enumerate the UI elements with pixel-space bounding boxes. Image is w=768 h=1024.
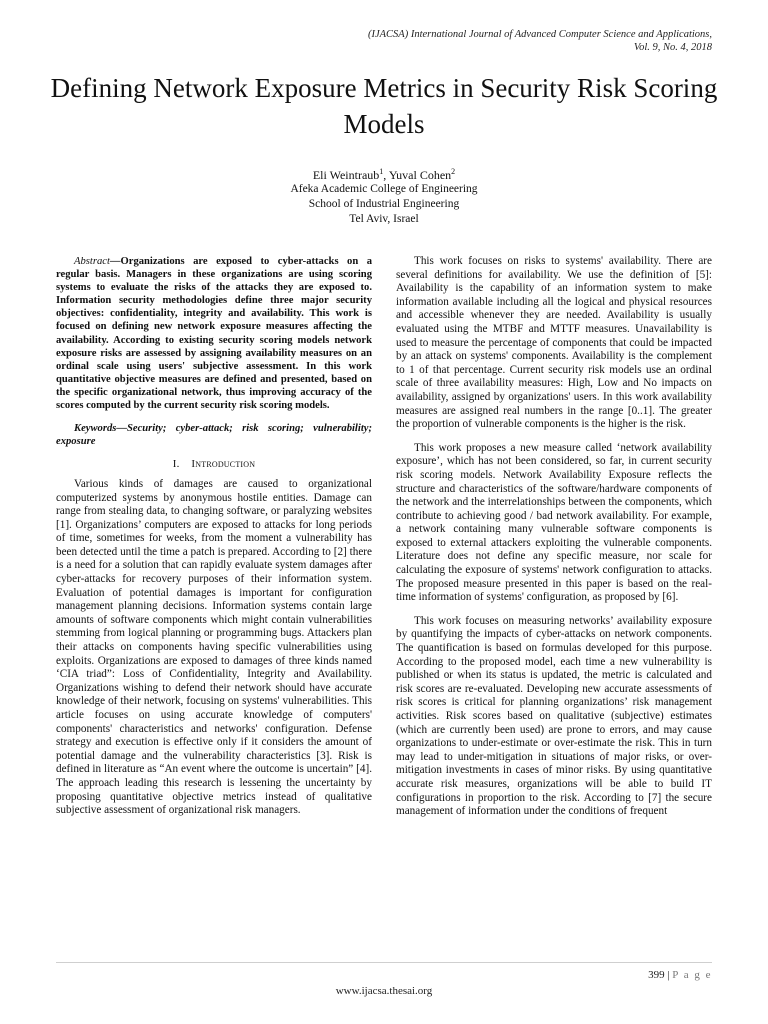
right-column (396, 255, 712, 829)
footer-divider (56, 962, 712, 963)
body-paragraph: Various kinds of damages are caused to organizational computerized systems by anonymous hostile entities. Damage can range from stealing data, to changing software, or paralyzing websites [1]. Organizations’ computers are exposed to attacks for long periods of time, sometimes for weeks, from the moment a vulnerability has been detected until the time a patch is prepared. According to [2] there is a need for a solution that can rapidly evaluate system damages after cyber-attacks for recovery purposes of their information system. Evaluation of potential damages is important for configuration management planning decisions. Information systems contain large amounts of software components which might contain vulnerabilities stemming from logical planning or programming bugs. Attackers plan their attacks on components having specific vulnerabilities using exploits. Organizations are exposed to damages of three kinds named ‘CIA triad”: Loss of Confidentiality, Integrity and Availability. Organizations wishing to defend their network should have accurate knowledge of their network, focusing on systems' vulnerabilities. This article focuses on using accurate knowledge of computers' components' characteristics and networks' configuration. Defense strategy and execution is effective only if it considers the amount of potential damage and the vulnerability characteristics [3]. Risk is defined in literature as “An event where the outcome is uncertain” [4]. The approach leading this research is lessening the uncertainty by proposing quantitative objective metrics instead of qualitative subjective assessment of organizational risk managers. (56, 477, 372, 817)
journal-website: www.ijacsa.thesai.org (335, 985, 433, 997)
affiliation-location: Tel Aviv, Israel (349, 213, 419, 225)
section-heading-introduction (56, 458, 372, 472)
page-number-separator: | (664, 969, 673, 981)
body-paragraph: This work focuses on measuring networks’ availability exposure by quantifying the impacts of cyber-attacks on network components. The quantification is based on formulas developed for this purpose. According to the proposed model, each time a new vulnerability is published or when its status is updated, the metric is calculated and risk scores are re-evaluated. Developing new accurate assessments of risk scores is critical for planning organizations’ risk management activities. Risk scores based on qualitative (subjective) estimates (which are currently been used) are prone to errors, and may cause organizations to under-estimate or over-estimate the risk. This in turn may lead to under-mitigation in situations of major risks, or over-mitigation investments in cases of minor risks. By using quantitative accurate risk measures, organizations will be able to build IT configurations in proportion to the risk. According to [7] the secure management of information under the conditions of frequent (396, 614, 712, 818)
abstract (56, 255, 372, 412)
affiliation-college: Afeka Academic College of Engineering (290, 183, 478, 195)
section-number: I. (172, 458, 180, 471)
abstract-text: —Organizations are exposed to cyber-attacks on a regular basis. Managers in these organizations are using scoring systems to evaluate the risks of the attacks they are exposed to. Information security methodologies define three major security objectives: confidentiality, integrity and availability. This work is focused on defining new network exposure measures affecting the availability. According to existing security scoring models network exposure risks are assessed by assigning availability measures on an ordinal scale using users' subjective assessment. In this work quantitative objective measures are defined and presented, based on the specific organizational network, thus improving accuracy of the scores computed by the current security risk scoring models. (56, 256, 372, 412)
section-title: Introduction (191, 458, 256, 471)
keywords-text: Security; cyber-attack; risk scoring; vulnerability; exposure (56, 423, 372, 448)
journal-volume: Vol. 9, No. 4, 2018 (633, 42, 712, 53)
journal-name: (IJACSA) International Journal of Advanced Computer Science and Applications, (367, 29, 712, 40)
author-separator: , (383, 168, 389, 182)
affiliation (0, 182, 768, 227)
keywords-label: Keywords— (74, 423, 127, 435)
author-line (0, 164, 768, 183)
paper-title: Defining Network Exposure Metrics in Security Risk Scoring Models (50, 73, 718, 139)
page-number-value: 399 (648, 969, 665, 981)
affiliation-school: School of Industrial Engineering (308, 198, 460, 210)
keywords (56, 422, 372, 448)
body-paragraph: This work proposes a new measure called ‘network availability exposure’, which has not been considered, so far, in current security risk scoring models. Network Availability Exposure reflects the structure and characteristics of the software/hardware components of the network and the interrelationships between the components, which contribute to achieving good / bad network availability. For example, a network containing many vulnerable software components is exposed to external attackers exploiting the vulnerable components. Literature does not define any specific measure, nor scale for calculating the exposure of systems' network configuration to attacks. The proposed measure presented in this paper is based on the real-time information of systems' configuration, as proposed by [6]. (396, 441, 712, 604)
author-name: Yuval Cohen (388, 168, 452, 182)
abstract-label: Abstract (74, 256, 110, 267)
journal-header (368, 28, 712, 54)
page-label: P a g e (672, 969, 712, 981)
author-affiliation-mark: 1 (379, 167, 384, 176)
body-paragraph: This work focuses on risks to systems' availability. There are several definitions for availability. We use the definition of [5]: Availability is the capability of an information system to make information available including all the logical and physical resources and accessible whenever they are needed. Availability is usually evaluated using the MTBF and MTTF measures. Unavailability is used to measure the percentage of components that could be impacted by an attack on systems' components. Availability is the complement to 1 of that percentage. Current security risk models use an ordinal scale of three availability measures: High, Low and No impacts on availability, assigned by organizations' users. In this work availability measures are assigned real numbers in the range [0..1]. The greater the proportion of vulnerable components is the higher is the risk. (396, 255, 712, 431)
author-name: Eli Weintraub (312, 168, 380, 182)
left-column (56, 255, 372, 828)
page-number (648, 969, 712, 981)
author-affiliation-mark: 2 (451, 167, 456, 176)
